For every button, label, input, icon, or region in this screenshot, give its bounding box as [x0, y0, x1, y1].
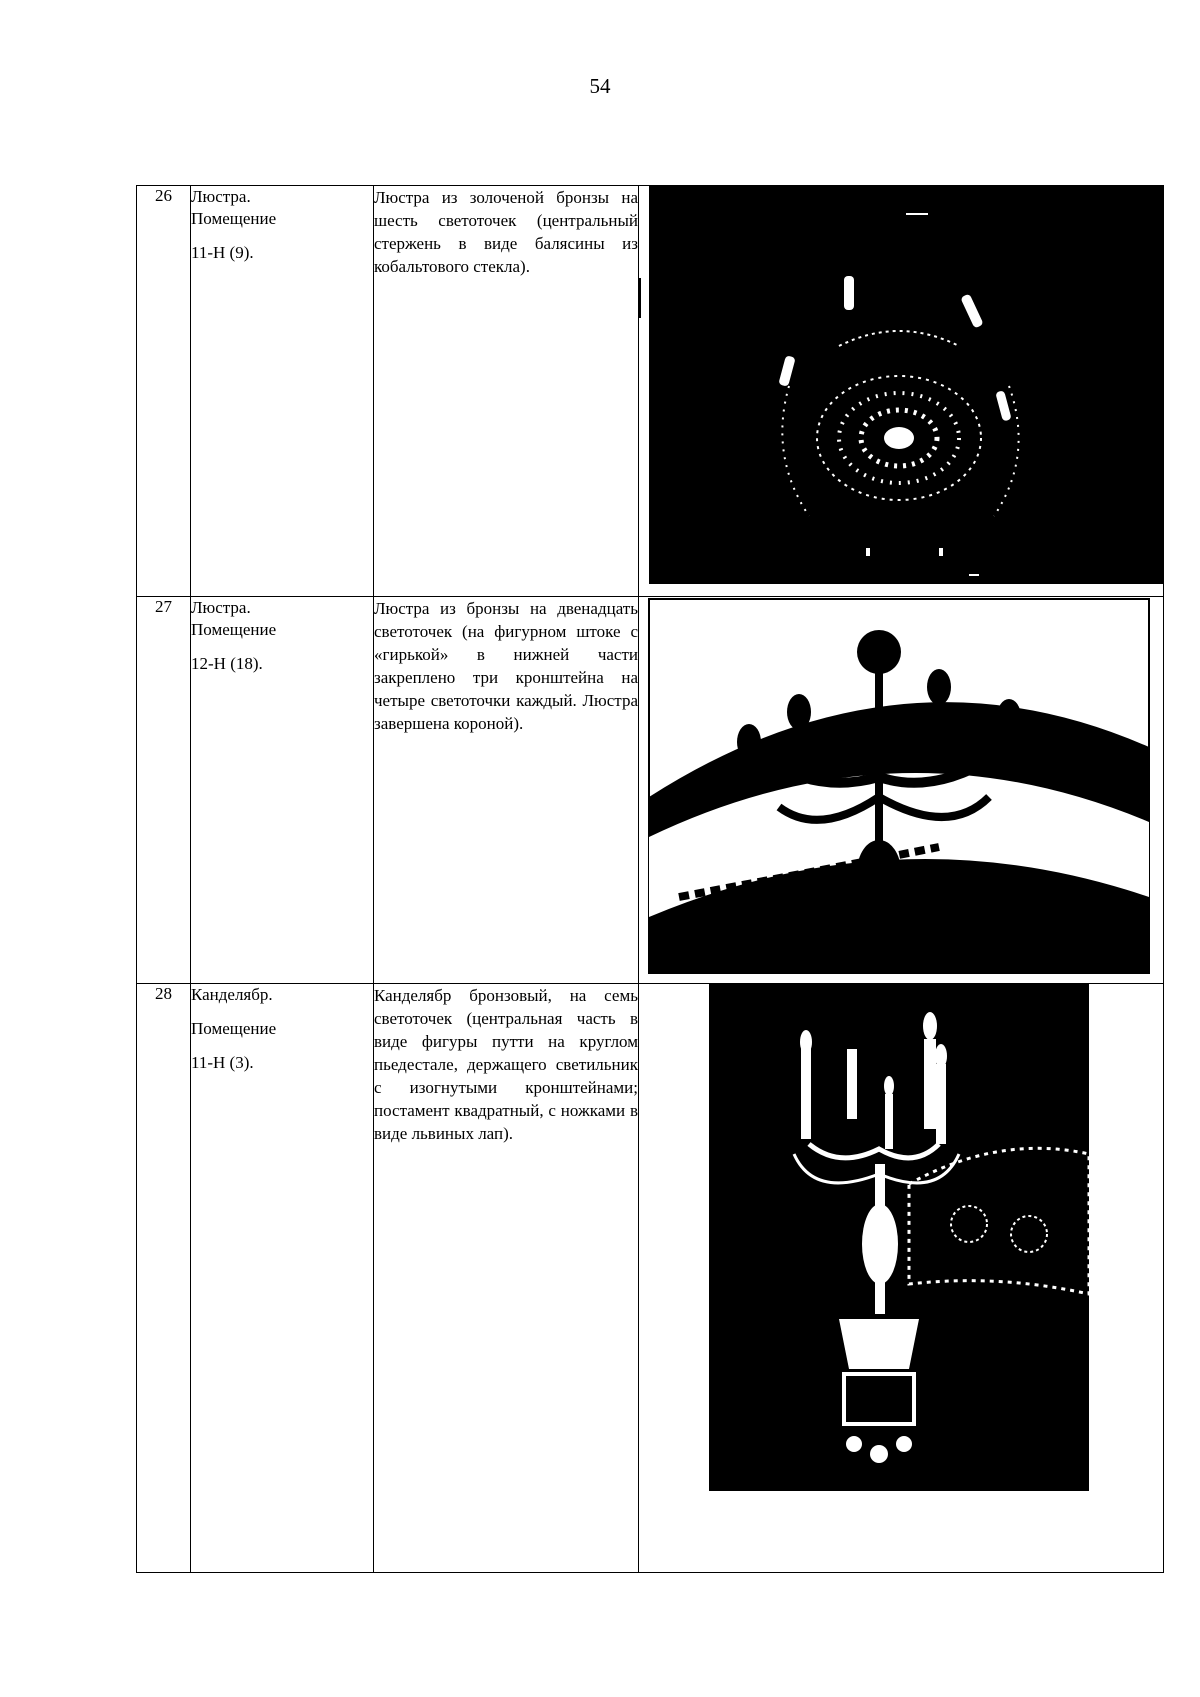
- table-row: [137, 597, 1164, 984]
- row-number: 28: [137, 984, 191, 1573]
- table-row: [137, 984, 1164, 1573]
- room-label: Помещение: [191, 1019, 277, 1038]
- inventory-table: [136, 185, 1164, 1573]
- chandelier-photo: [639, 186, 1164, 596]
- photo-cell: [639, 984, 1164, 1573]
- chandelier-photo: [639, 597, 1164, 983]
- item-name-cell: [191, 597, 374, 984]
- room-label: Помещение: [191, 209, 277, 228]
- photo-cell: [639, 597, 1164, 984]
- item-name: Канделябр.: [191, 985, 273, 1004]
- item-name-cell: [191, 186, 374, 597]
- room-label: Помещение: [191, 620, 277, 639]
- row-number: 27: [137, 597, 191, 984]
- room-number: 12-Н (18).: [191, 654, 263, 673]
- item-description: Канделябр бронзовый, на семь светоточек (центральная часть в виде фигуры путти на круглом пьедестале, держащего светильник с изогнутыми кронштейнами; постамент квадратный, с ножками в виде львиных лап).: [374, 984, 639, 1573]
- row-number: 26: [137, 186, 191, 597]
- item-description: Люстра из бронзы на двенадцать светоточек (на фигурном штоке с «гирькой» в нижней части закреплено три кронштейна на четыре светоточки каждый. Люстра завершена короной).: [374, 597, 639, 984]
- table-row: [137, 186, 1164, 597]
- item-name: Люстра.: [191, 598, 251, 617]
- item-name: Люстра.: [191, 187, 251, 206]
- room-number: 11-Н (3).: [191, 1053, 254, 1072]
- photo-cell: [639, 186, 1164, 597]
- item-description: Люстра из золоченой бронзы на шесть светоточек (центральный стержень в виде балясины из кобальтового стекла).: [374, 186, 639, 597]
- room-number: 11-Н (9).: [191, 243, 254, 262]
- item-name-cell: [191, 984, 374, 1573]
- candelabrum-photo: [639, 984, 1164, 1572]
- page-number: 54: [589, 74, 611, 98]
